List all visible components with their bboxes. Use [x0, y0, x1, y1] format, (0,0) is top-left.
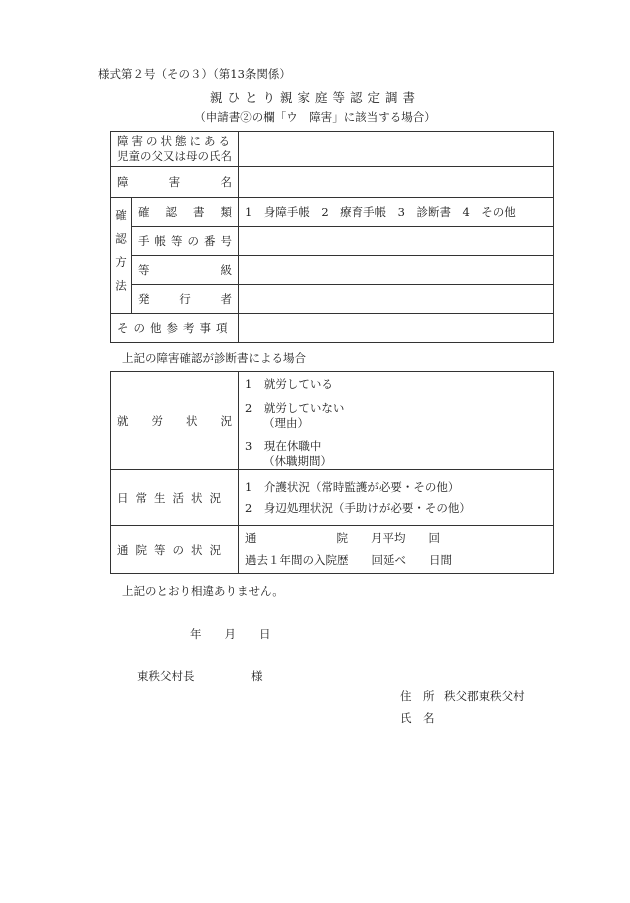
daily-life-label: 日常生活状況	[111, 470, 239, 526]
document-type-label: 確 認 書 類	[132, 198, 239, 227]
handbook-number-label: 手帳等の番号	[132, 227, 239, 256]
daily-life-options[interactable]: 1 介護状況（常時監護が必要・その他） 2 身辺処理状況（手助けが必要・その他）	[239, 470, 554, 526]
hospital-visit-fields[interactable]: 通 院 月平均 回 過去１年間の入院歴 回延べ 日間	[239, 526, 554, 574]
method-label: 確認方法	[111, 198, 132, 314]
confirmation-statement: 上記のとおり相違ありません。	[122, 584, 284, 598]
grade-field[interactable]	[239, 256, 554, 285]
disability-name-field[interactable]	[239, 167, 554, 198]
addressee: 東秩父村長	[137, 669, 195, 683]
form-id: 様式第２号（その３）（第13条関係）	[98, 67, 291, 81]
issuer-label: 発 行 者	[132, 285, 239, 314]
status-table	[110, 371, 554, 574]
document-type-options[interactable]: 1 身障手帳 2 療育手帳 3 診断書 4 その他	[239, 198, 554, 227]
person-name-label: 障害の状態にある 児童の父又は母の氏名	[111, 132, 239, 167]
addressee-suffix: 様	[251, 669, 263, 683]
hospital-visit-label: 通院等の状況	[111, 526, 239, 574]
grade-label: 等 級	[132, 256, 239, 285]
work-status-options[interactable]: 1 就労している 2 就労していない （理由） 3 現在休職中 （休職期間）	[239, 372, 554, 470]
date-line: 年 月 日	[190, 627, 271, 641]
issuer-field[interactable]	[239, 285, 554, 314]
document-title: 親ひとり親家庭等認定調書	[209, 90, 420, 105]
handbook-number-field[interactable]	[239, 227, 554, 256]
address-value: 秩父郡東秩父村	[444, 689, 525, 703]
other-notes-label: その他参考事項	[111, 314, 239, 343]
address-line	[400, 688, 525, 704]
diagnosis-note: 上記の障害確認が診断書による場合	[122, 351, 306, 365]
confirmation-table	[110, 131, 554, 343]
document-subtitle: （申請書②の欄「ウ 障害」に該当する場合）	[194, 110, 436, 124]
address-label: 住 所	[400, 689, 435, 703]
name-label: 氏 名	[400, 711, 435, 725]
disability-name-label: 障 害 名	[111, 167, 239, 198]
person-name-field[interactable]	[239, 132, 554, 167]
work-status-label: 就 労 状 況	[111, 372, 239, 470]
other-notes-field[interactable]	[239, 314, 554, 343]
